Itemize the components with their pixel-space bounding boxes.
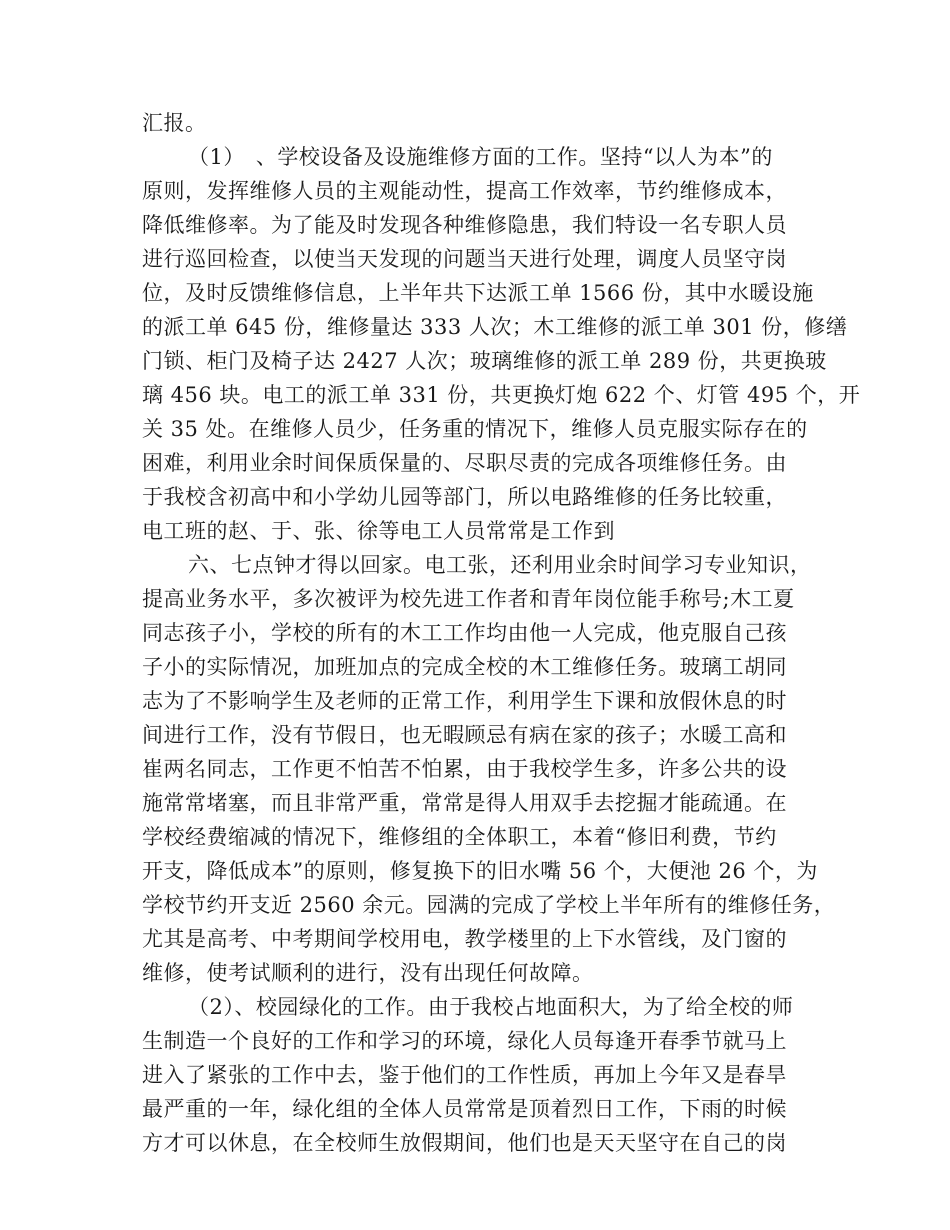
text-line: 同志孩子小，学校的所有的木工工作均由他一人完成，他克服自己孩 (142, 621, 787, 645)
text-line: 最严重的一年，绿化组的全体人员常常是顶着烈日工作，下雨的时候 (142, 1097, 787, 1121)
paragraph-1-first-line: （1） 、学校设备及设施维修方面的工作。坚持“以人为本”的 (188, 145, 773, 169)
text-line: 维修，使考试顺利的进行，没有出现任何故障。 (142, 961, 594, 985)
text-line: 璃 456 块。电工的派工单 331 份，共更换灯炮 622 个、灯管 495 个，开 (142, 383, 861, 407)
text-line: 进入了紧张的工作中去，鉴于他们的工作性质，再加上今年又是春旱 (142, 1063, 787, 1087)
text-line: 开支，降低成本”的原则，修复换下的旧水嘴 56 个，大便池 26 个，为 (142, 859, 818, 883)
text-line: 学校节约开支近 2560 余元。园满的完成了学校上半年所有的维修任务， (142, 893, 836, 917)
text-line: 志为了不影响学生及老师的正常工作，利用学生下课和放假休息的时 (142, 689, 787, 713)
text-line: 的派工单 645 份，维修量达 333 人次；木工维修的派工单 301 份，修缮 (142, 315, 848, 339)
text-line: 尤其是高考、中考期间学校用电，教学楼里的上下水管线，及门窗的 (142, 927, 787, 951)
text-line: 子小的实际情况，加班加点的完成全校的木工维修任务。玻璃工胡同 (142, 655, 787, 679)
text-line: 生制造一个良好的工作和学习的环境，绿化人员每逢开春季节就马上 (142, 1029, 787, 1053)
text-line: 关 35 处。在维修人员少，任务重的情况下，维修人员克服实际存在的 (142, 417, 808, 441)
text-line: 间进行工作，没有节假日，也无暇顾忌有病在家的孩子；水暖工高和 (142, 723, 787, 747)
text-line: 电工班的赵、于、张、徐等电工人员常常是工作到 (142, 519, 615, 543)
text-line: 学校经费缩减的情况下，维修组的全体职工，本着“修旧利费，节约 (142, 825, 777, 849)
text-line: 进行巡回检查，以使当天发现的问题当天进行处理，调度人员坚守岗 (142, 247, 787, 271)
text-line: 降低维修率。为了能及时发现各种维修隐患，我们特设一名专职人员 (142, 213, 787, 237)
text-line: 方才可以休息，在全校师生放假期间，他们也是天天坚守在自己的岗 (142, 1131, 787, 1155)
paragraph-2-first-line: （2）、校园绿化的工作。由于我校占地面积大，为了给全校的师 (188, 995, 794, 1019)
text-line: 于我校含初高中和小学幼儿园等部门，所以电路维修的任务比较重， (142, 485, 787, 509)
text-line: 崔两名同志，工作更不怕苦不怕累，由于我校学生多，许多公共的设 (142, 757, 787, 781)
text-line: 门锁、柜门及椅子达 2427 人次；玻璃维修的派工单 289 份，共更换玻 (142, 349, 827, 373)
text-line: 位，及时反馈维修信息，上半年共下达派工单 1566 份，其中水暖设施 (142, 281, 814, 305)
text-line: 原则，发挥维修人员的主观能动性，提高工作效率，节约维修成本， (142, 179, 787, 203)
paragraph-continuation-first-line: 六、七点钟才得以回家。电工张，还利用业余时间学习专业知识， (188, 553, 812, 577)
text-line: 提高业务水平，多次被评为校先进工作者和青年岗位能手称号;木工夏 (142, 587, 795, 611)
text-line: 汇报。 (142, 111, 207, 135)
text-line: 施常常堵塞，而且非常严重，常常是得人用双手去挖掘才能疏通。在 (142, 791, 787, 815)
text-line: 困难，利用业余时间保质保量的、尽职尽责的完成各项维修任务。由 (142, 451, 787, 475)
